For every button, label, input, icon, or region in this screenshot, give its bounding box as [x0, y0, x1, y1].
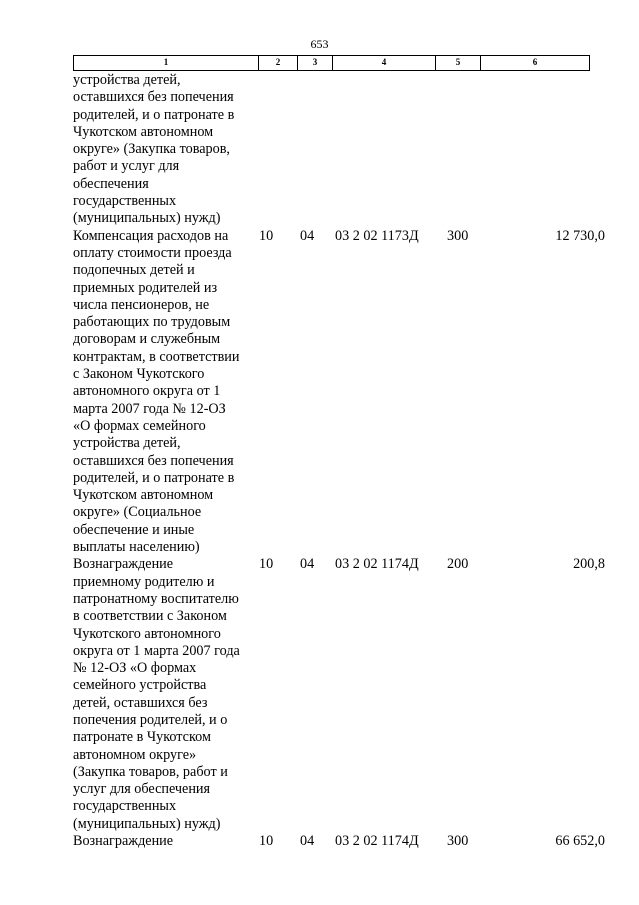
row-subsection: 04: [300, 833, 315, 850]
column-header-5: 5: [435, 56, 480, 70]
column-header-6: 6: [480, 56, 590, 70]
row-subsection: 04: [300, 227, 315, 244]
column-header-2: 2: [258, 56, 297, 70]
row-description: Вознаграждение: [73, 833, 174, 850]
row-target-code: 03 2 02 1173Д: [335, 227, 419, 244]
table-body: [73, 72, 603, 850]
row-expense-type: 300: [447, 833, 469, 850]
column-header-1: 1: [73, 56, 258, 70]
column-header-3: 3: [297, 56, 332, 70]
page-number: 653: [310, 37, 329, 51]
row-description: устройства детей, оставшихся без попечения родителей, и о патронате в Чукотском автономном округе» (Закупка товаров, работ и услуг для обеспечения государственных (муниципальных) нужд): [73, 72, 235, 227]
row-target-code: 03 2 02 1174Д: [335, 833, 419, 850]
row-target-code: 03 2 02 1174Д: [335, 556, 419, 573]
row-expense-type: 300: [447, 227, 469, 244]
row-amount: 12 730,0: [555, 227, 605, 244]
row-amount: 200,8: [573, 556, 605, 573]
table-row: [73, 556, 603, 833]
table-row: [73, 228, 603, 557]
row-expense-type: 200: [447, 556, 469, 573]
column-header-4: 4: [332, 56, 435, 70]
table-row: [73, 833, 603, 850]
row-section: 10: [259, 227, 274, 244]
row-amount: 66 652,0: [555, 833, 605, 850]
row-section: 10: [259, 556, 274, 573]
row-subsection: 04: [300, 556, 315, 573]
table-header: [73, 55, 590, 71]
row-description: Вознаграждение приемному родителю и патронатному воспитателю в соответствии с Законом Чукотского автономного округа от 1 марта 2007 года № 12-ОЗ «О формах семейного устройства детей, оставшихся без попечения родителей, и о патронате в Чукотском автономном округе» (Закупка товаров, работ и услуг для обеспечения государственных (муниципальных) нужд): [73, 556, 240, 832]
row-description: Компенсация расходов на оплату стоимости проезда подопечных детей и приемных родителей из числа пенсионеров, не работающих по трудовым договорам и служебным контрактам, в соответствии с Законом Чукотского автономного округа от 1 марта 2007 года № 12-ОЗ «О формах семейного устройства детей, оставшихся без попечения родителей, и о патронате в Чукотском автономном округе» (Социальное обеспечение и иные выплаты населению): [73, 227, 240, 556]
row-section: 10: [259, 833, 274, 850]
table-row: [73, 72, 603, 228]
